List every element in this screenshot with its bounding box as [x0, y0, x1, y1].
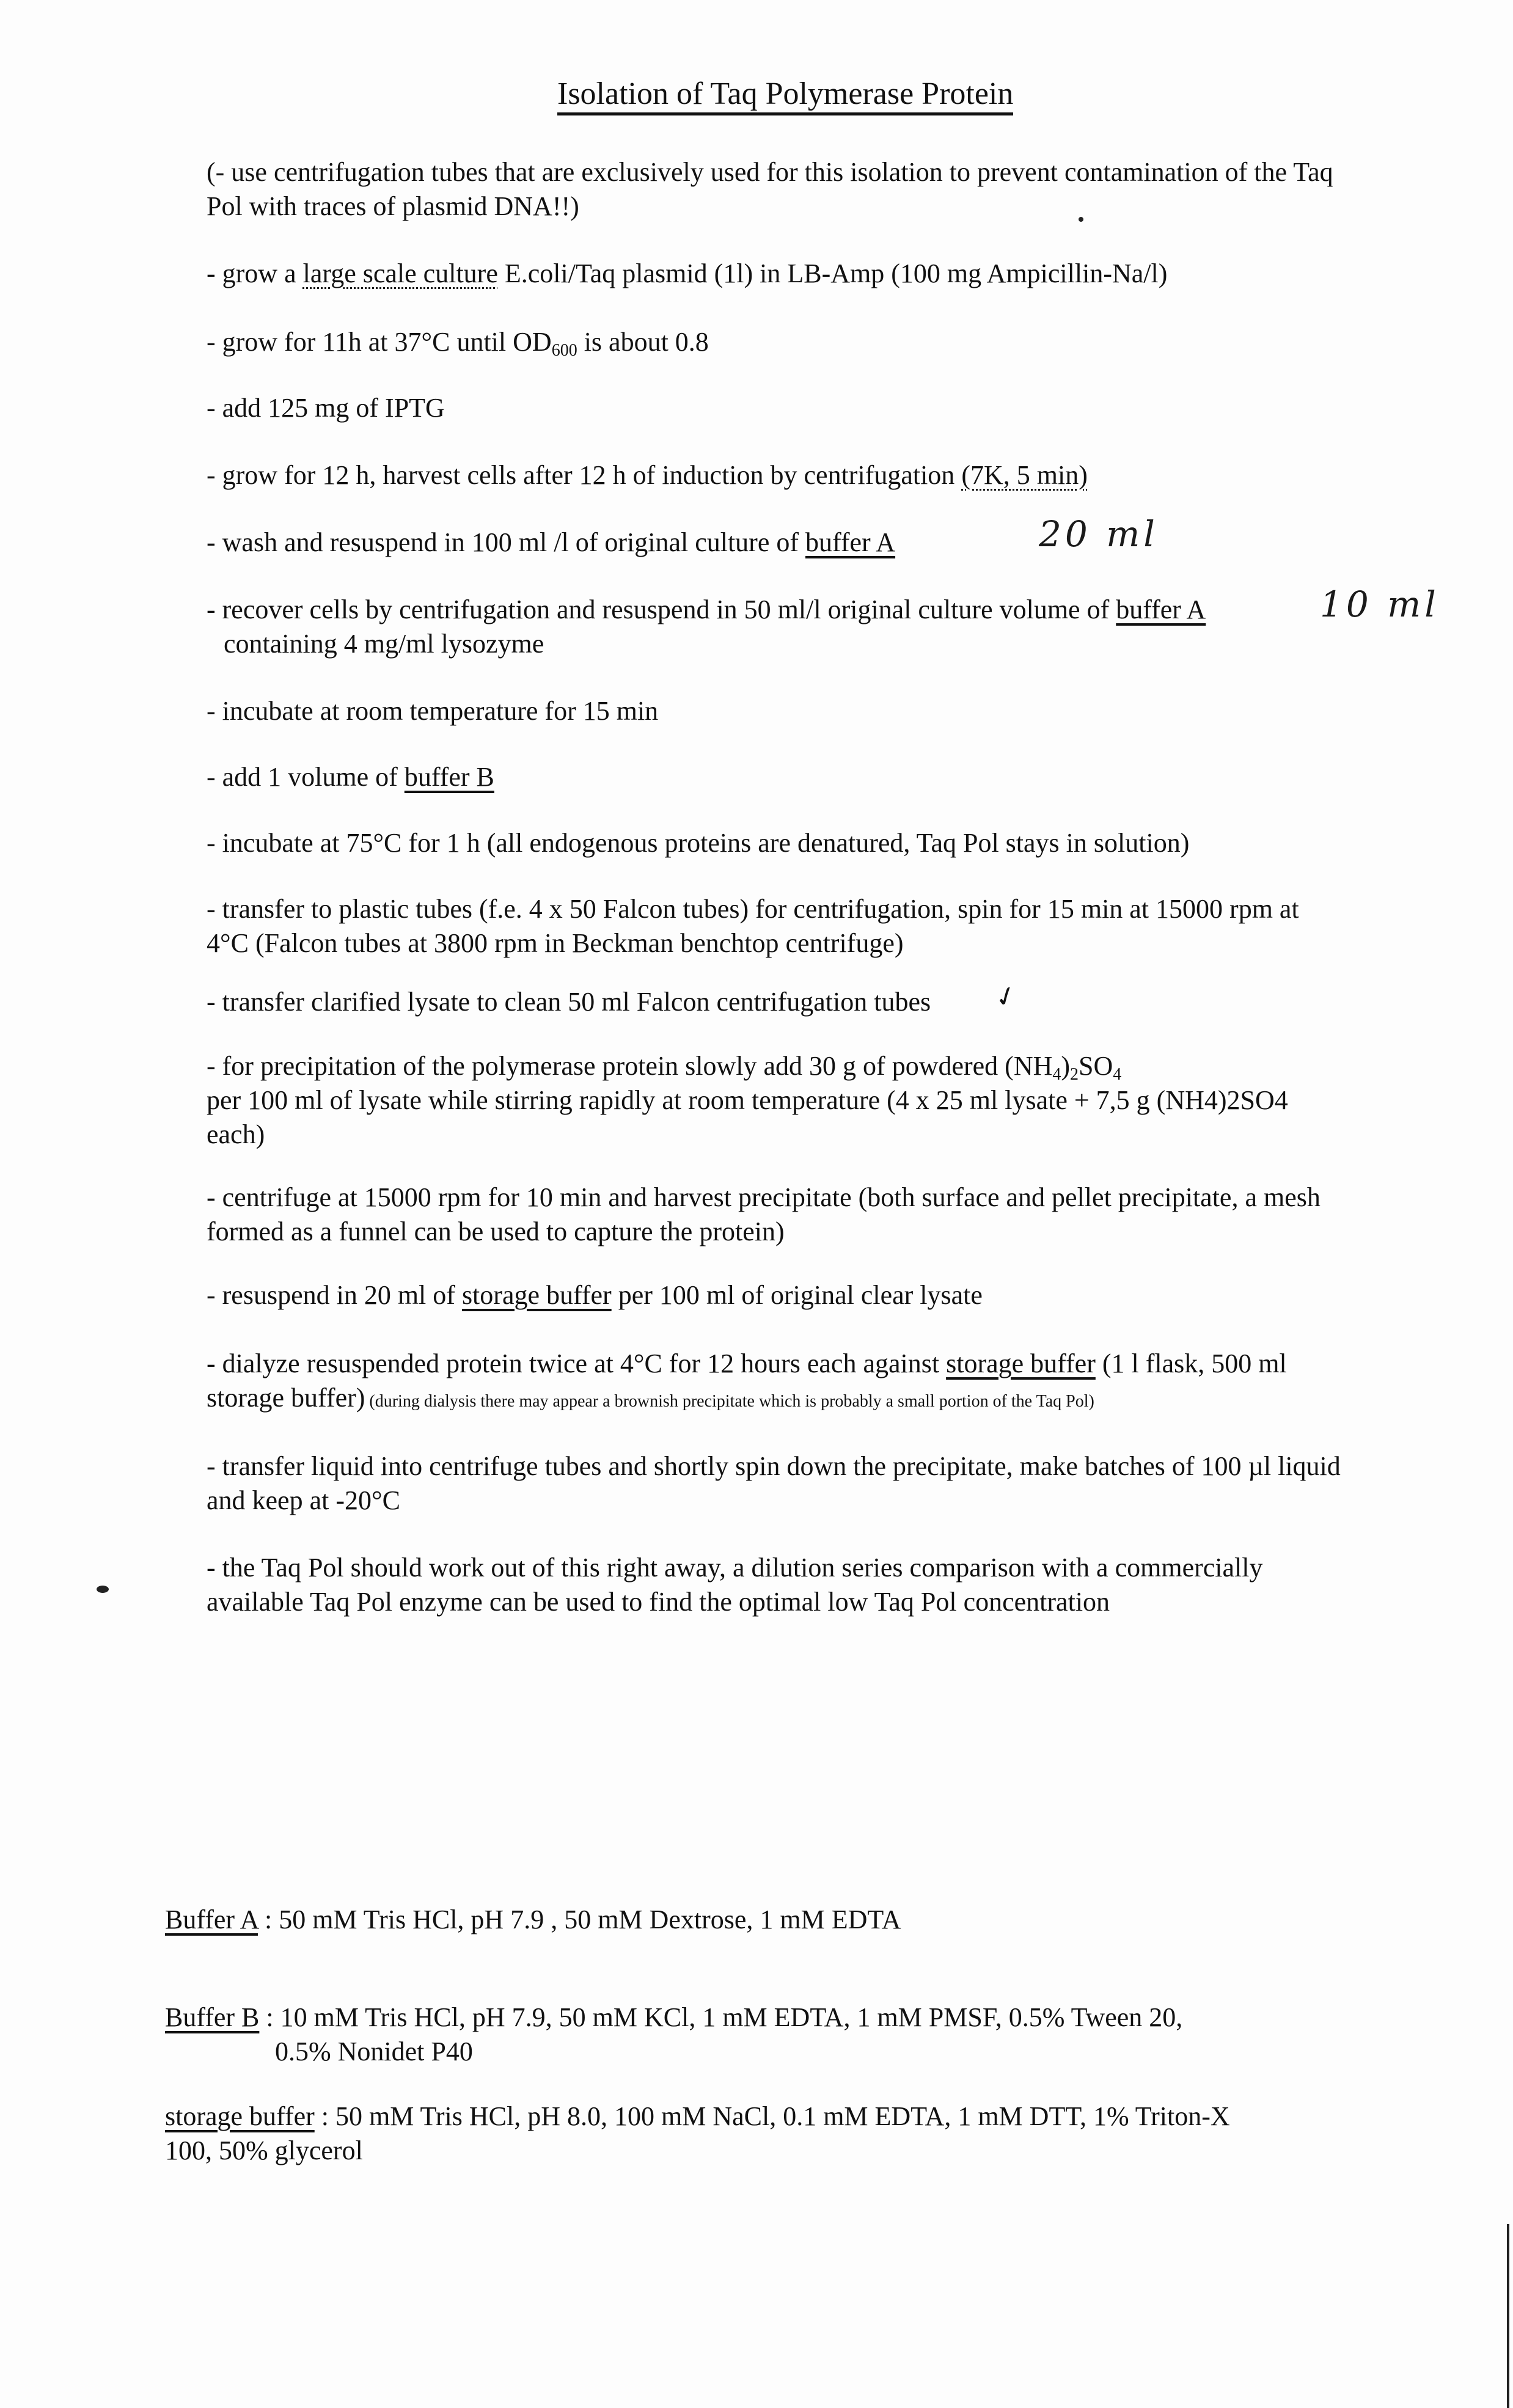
scan-speck: [97, 1586, 109, 1593]
step-grow-culture: [207, 257, 1167, 291]
step-text: - for precipitation of the polymerase protein slowly add 30 g of powdered (NH: [207, 1051, 1053, 1081]
step-incubate-rt: - incubate at room temperature for 15 min: [207, 696, 659, 726]
storage-buffer-text: : 50 mM Tris HCl, pH 8.0, 100 mM NaCl, 0.1 mM EDTA, 1 mM DTT, 1% Triton-X: [314, 2101, 1230, 2131]
subscript: 4: [1113, 1065, 1122, 1084]
step-text: - resuspend in 20 ml of: [207, 1280, 462, 1310]
buffer-a-label: Buffer A: [165, 1905, 258, 1934]
handwritten-note-10ml: 10 ml: [1320, 584, 1440, 625]
step-text: - grow for 12 h, harvest cells after 12 h of induction by centrifugation: [207, 460, 962, 490]
storage-buffer-ref: storage buffer: [461, 1280, 612, 1310]
step-wash: [207, 525, 895, 560]
buffer-b-ref: buffer B: [404, 762, 494, 792]
step-grow-od: [207, 325, 709, 368]
buffer-a-ref: buffer A: [1116, 595, 1206, 624]
storage-buffer-recipe-line-2: 100, 50% glycerol: [165, 2135, 363, 2165]
step-underlined: (7K, 5 min): [961, 460, 1088, 490]
step-dilution: - the Taq Pol should work out of this right away, a dilution series comparison with a commercially: [207, 1553, 1263, 1583]
storage-buffer-label: storage buffer: [165, 2101, 315, 2131]
step-transfer-tubes: - transfer to plastic tubes (f.e. 4 x 50 Falcon tubes) for centrifugation, spin for 15 min at 15000 rpm at: [207, 894, 1299, 924]
step-text: - recover cells by centrifugation and resuspend in 50 ml/l original culture volume of: [207, 595, 1116, 624]
handwritten-note-20ml: 20 ml: [1039, 513, 1159, 555]
buffer-a-ref: buffer A: [805, 527, 896, 557]
step-text: - grow a: [207, 258, 303, 288]
buffer-b-recipe: [165, 2000, 1182, 2035]
step-recover: [207, 593, 1206, 627]
subscript: 2: [1070, 1065, 1079, 1084]
document-title: Isolation of Taq Polymerase Protein: [557, 76, 1013, 115]
step-harvest: [207, 458, 1088, 492]
dialysis-note: (during dialysis there may appear a brownish precipitate which is probably a small portion of the Taq Pol): [365, 1392, 1094, 1411]
step-add-iptg: - add 125 mg of IPTG: [207, 393, 445, 423]
step-centrifuge-line-2: formed as a funnel can be used to capture the protein): [207, 1217, 785, 1246]
step-underlined: large scale culture: [302, 258, 498, 288]
buffer-b-label: Buffer B: [165, 2002, 260, 2032]
step-text: (1 l flask, 500 ml: [1095, 1349, 1287, 1378]
step-precipitation-line-3: each): [207, 1119, 265, 1149]
step-recover-line-2: containing 4 mg/ml lysozyme: [224, 629, 544, 659]
intro-line-1: (- use centrifugation tubes that are exclusively used for this isolation to prevent contamination of the Taq: [207, 157, 1333, 187]
step-dialyze-line-2: [207, 1381, 1094, 1419]
buffer-a-recipe: [165, 1903, 901, 1937]
handwritten-check-icon: ✓: [990, 979, 1022, 1015]
intro-line-2: Pol with traces of plasmid DNA!!): [207, 191, 579, 221]
scan-edge-line: [1507, 2224, 1509, 2408]
step-dialyze: [207, 1347, 1287, 1381]
step-precipitation-line-2: per 100 ml of lysate while stirring rapidly at room temperature (4 x 25 ml lysate + 7,5 g (NH4)2SO4: [207, 1085, 1288, 1115]
step-incubate-75c: - incubate at 75°C for 1 h (all endogenous proteins are denatured, Taq Pol stays in solution): [207, 828, 1190, 858]
step-text: - grow for 11h at 37°C until OD: [207, 327, 552, 357]
storage-buffer-ref: storage buffer: [946, 1349, 1096, 1378]
step-resuspend: [207, 1278, 983, 1312]
step-dilution-line-2: available Taq Pol enzyme can be used to find the optimal low Taq Pol concentration: [207, 1587, 1110, 1617]
step-text: E.coli/Taq plasmid (1l) in LB-Amp (100 mg Ampicillin-Na/l): [497, 258, 1168, 288]
scan-speck: [1079, 217, 1083, 222]
step-text: - dialyze resuspended protein twice at 4°C for 12 hours each against: [207, 1349, 947, 1378]
step-text: SO: [1079, 1051, 1113, 1081]
step-text: is about 0.8: [577, 327, 709, 357]
subscript: 4: [1052, 1065, 1061, 1084]
step-transfer-tubes-line-2: 4°C (Falcon tubes at 3800 rpm in Beckman benchtop centrifuge): [207, 928, 904, 958]
step-batches-line-2: and keep at -20°C: [207, 1485, 400, 1515]
step-batches: - transfer liquid into centrifuge tubes and shortly spin down the precipitate, make batches of 100 µl liquid: [207, 1451, 1341, 1481]
buffer-a-text: : 50 mM Tris HCl, pH 7.9 , 50 mM Dextrose, 1 mM EDTA: [257, 1905, 901, 1934]
step-add-buffer-b: [207, 760, 494, 794]
step-text: storage buffer): [207, 1383, 365, 1413]
step-centrifuge: - centrifuge at 15000 rpm for 10 min and harvest precipitate (both surface and pellet precipitate, a mesh: [207, 1182, 1321, 1212]
step-text: ): [1061, 1051, 1071, 1081]
step-text: - wash and resuspend in 100 ml /l of original culture of: [207, 527, 806, 557]
storage-buffer-recipe: [165, 2099, 1230, 2134]
step-text: - add 1 volume of: [207, 762, 405, 792]
step-transfer-lysate: - transfer clarified lysate to clean 50 ml Falcon centrifugation tubes: [207, 987, 931, 1017]
subscript: 600: [551, 341, 577, 360]
step-text: per 100 ml of original clear lysate: [611, 1280, 983, 1310]
buffer-b-text: : 10 mM Tris HCl, pH 7.9, 50 mM KCl, 1 mM EDTA, 1 mM PMSF, 0.5% Tween 20,: [259, 2002, 1183, 2032]
buffer-b-recipe-line-2: 0.5% Nonidet P40: [275, 2037, 473, 2066]
